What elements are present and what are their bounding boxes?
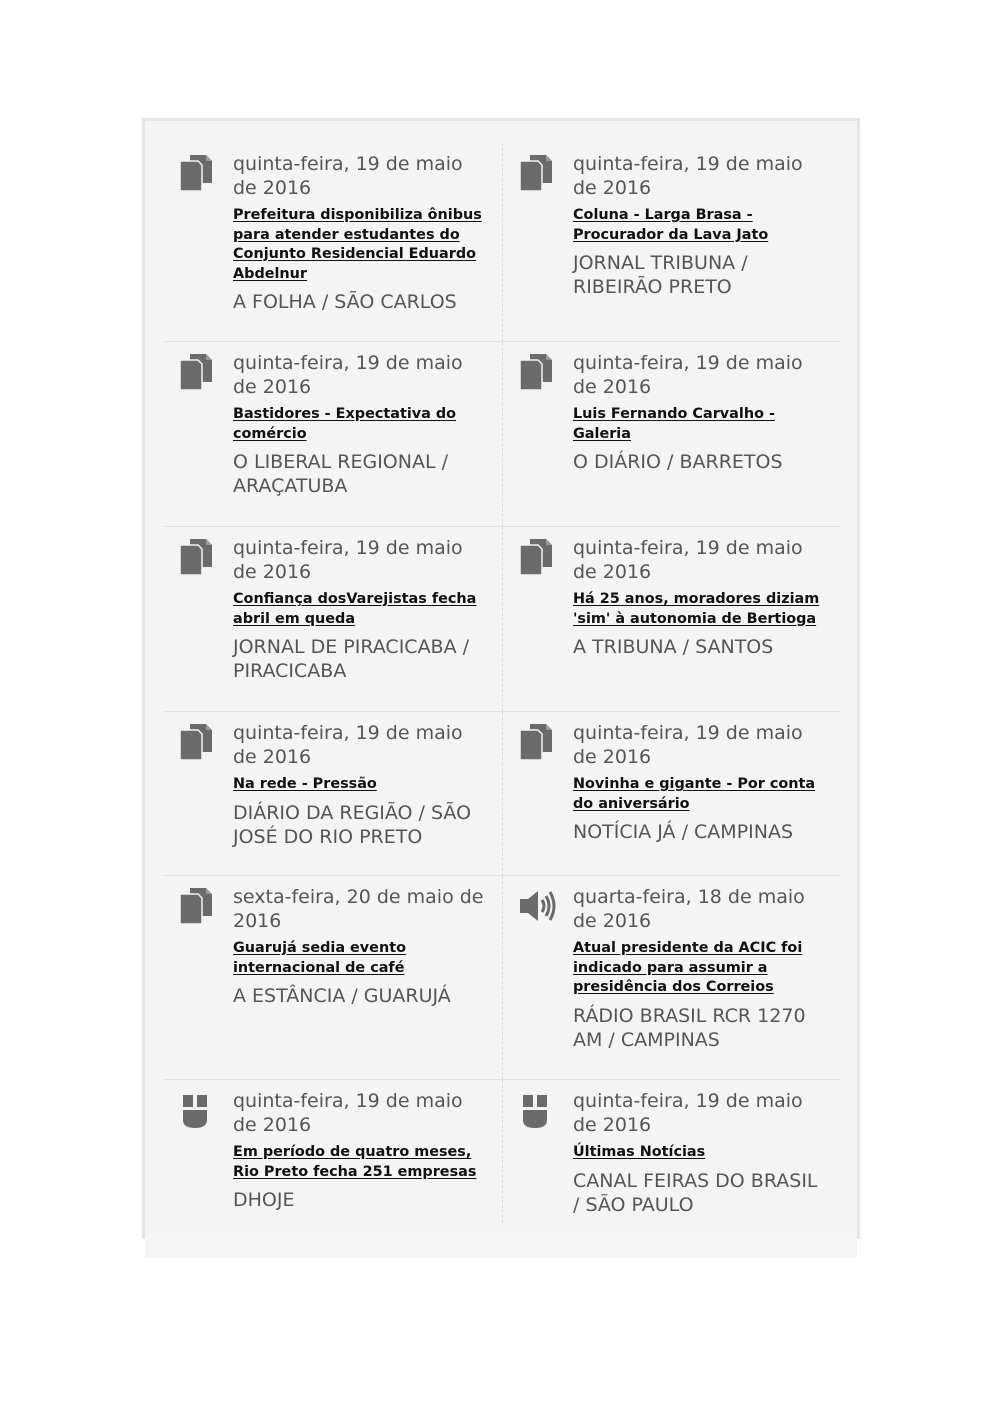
item-source: A ESTÂNCIA / GUARUJÁ (233, 985, 451, 1007)
news-item (503, 712, 841, 876)
news-item (503, 143, 841, 342)
document-icon (180, 354, 214, 390)
item-title-link[interactable]: Coluna - Larga Brasa - Procurador da Lava Jato (573, 207, 769, 243)
item-source: JORNAL TRIBUNA / RIBEIRÃO PRETO (573, 252, 748, 298)
document-icon (520, 354, 554, 390)
news-item (503, 342, 841, 527)
item-source: DIÁRIO DA REGIÃO / SÃO JOSÉ DO RIO PRETO (233, 801, 472, 848)
news-item (163, 712, 503, 876)
news-item (163, 527, 503, 712)
item-date: quarta-feira, 18 de maio de 2016 (573, 886, 805, 932)
item-source: O LIBERAL REGIONAL / ARAÇATUBA (233, 451, 449, 497)
news-item (503, 527, 841, 712)
item-source: A TRIBUNA / SANTOS (573, 636, 774, 658)
item-title-link[interactable]: Luis Fernando Carvalho - Galeria (573, 406, 775, 442)
news-item (163, 342, 503, 527)
document-icon (520, 155, 554, 191)
document-icon (520, 539, 554, 575)
panel-shadow (145, 1236, 857, 1258)
item-title-link[interactable]: Na rede - Pressão (233, 776, 377, 792)
item-date: sexta-feira, 20 de maio de 2016 (233, 886, 484, 932)
item-title-link[interactable]: Atual presidente da ACIC foi indicado para assumir a presidência dos Correios (573, 940, 803, 995)
item-source: JORNAL DE PIRACICABA / PIRACICABA (233, 636, 470, 682)
document-icon (180, 155, 214, 191)
mouse-icon (520, 1092, 554, 1128)
item-date: quinta-feira, 19 de maio de 2016 (573, 153, 803, 199)
news-item (163, 876, 503, 1080)
item-date: quinta-feira, 19 de maio de 2016 (233, 537, 463, 583)
item-source: NOTÍCIA JÁ / CAMPINAS (573, 821, 794, 843)
item-date: quinta-feira, 19 de maio de 2016 (573, 352, 803, 398)
item-title-link[interactable]: Confiança dosVarejistas fecha abril em queda (233, 591, 477, 627)
item-title-link[interactable]: Em período de quatro meses, Rio Preto fecha 251 empresas (233, 1144, 477, 1180)
item-title-link[interactable]: Bastidores - Expectativa do comércio (233, 406, 457, 442)
document-icon (180, 724, 214, 760)
item-source: O DIÁRIO / BARRETOS (573, 451, 783, 473)
item-title-link[interactable]: Guarujá sedia evento internacional de café (233, 940, 406, 976)
item-source: CANAL FEIRAS DO BRASIL / SÃO PAULO (573, 1169, 818, 1216)
news-panel (142, 118, 860, 1239)
item-title-link[interactable]: Novinha e gigante - Por conta do aniversário (573, 776, 816, 812)
item-date: quinta-feira, 19 de maio de 2016 (573, 537, 803, 583)
item-title-link[interactable]: Prefeitura disponibiliza ônibus para atender estudantes do Conjunto Residencial Eduardo Abdelnur (233, 207, 482, 282)
news-item (163, 143, 503, 342)
document-icon (180, 539, 214, 575)
news-item (503, 1080, 841, 1223)
news-item (163, 1080, 503, 1223)
item-title-link[interactable]: Há 25 anos, moradores diziam 'sim' à autonomia de Bertioga (573, 591, 820, 627)
item-source: RÁDIO BRASIL RCR 1270 AM / CAMPINAS (573, 1004, 806, 1051)
item-date: quinta-feira, 19 de maio de 2016 (233, 352, 463, 398)
item-date: quinta-feira, 19 de maio de 2016 (233, 722, 463, 768)
news-grid (163, 143, 841, 1223)
item-source: A FOLHA / SÃO CARLOS (233, 291, 457, 313)
item-date: quinta-feira, 19 de maio de 2016 (573, 1090, 803, 1136)
news-item (503, 876, 841, 1080)
item-date: quinta-feira, 19 de maio de 2016 (573, 722, 803, 768)
mouse-icon (180, 1092, 214, 1128)
item-source: DHOJE (233, 1189, 295, 1211)
item-date: quinta-feira, 19 de maio de 2016 (233, 153, 463, 199)
document-icon (520, 724, 554, 760)
document-icon (180, 888, 214, 924)
speaker-icon (520, 888, 554, 924)
item-date: quinta-feira, 19 de maio de 2016 (233, 1090, 463, 1136)
item-title-link[interactable]: Últimas Notícias (573, 1144, 706, 1160)
